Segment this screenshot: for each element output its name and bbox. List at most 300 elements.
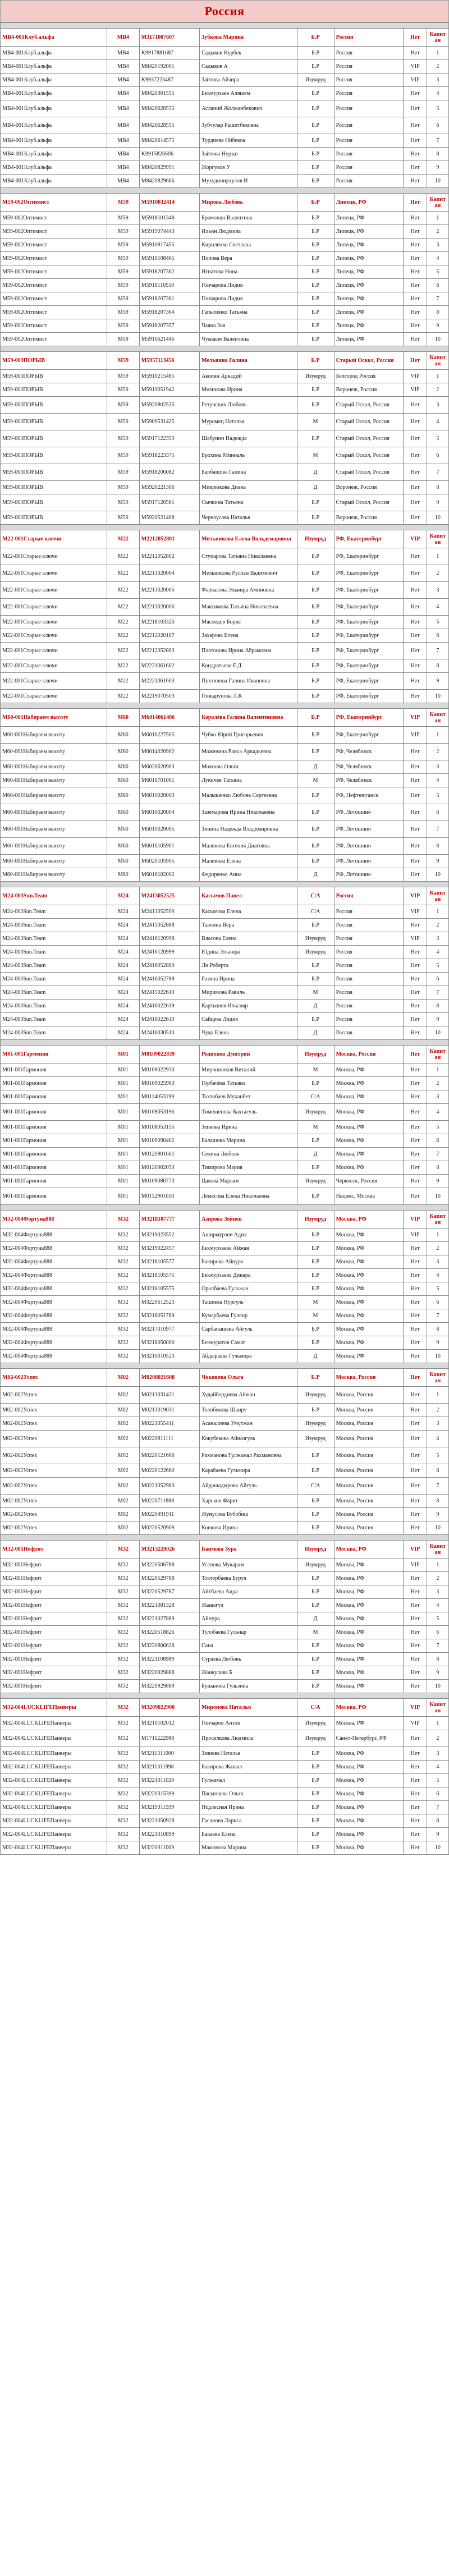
member-name-cell: Мокнова Ольга — [200, 760, 297, 774]
city-cell: РФ, Лотошино — [334, 838, 404, 855]
status-cell: VIP — [404, 1699, 427, 1717]
rank-cell: М — [297, 447, 334, 464]
status-cell: Нет — [404, 1774, 427, 1787]
member-id-cell: M0213019031 — [139, 1404, 199, 1417]
member-name-cell: Балашова Марина — [200, 1134, 297, 1148]
team-captain-row — [1, 29, 449, 47]
rank-cell: Б.Р — [297, 709, 334, 727]
city-cell: РФ, Челябинск — [334, 744, 404, 760]
member-name-cell: Малышенко Любовь Сергеевна — [200, 787, 297, 804]
position-cell: 2 — [427, 919, 448, 932]
team-code-cell: M22 — [107, 629, 139, 643]
member-name-cell: Мельникова Елена Вольдемаровна — [200, 530, 297, 548]
city-cell: РФ, Екатеринбург — [334, 530, 404, 548]
member-name-cell: Королёва Галина Валентиновна — [200, 709, 297, 727]
member-name-cell: Заземарова Ирина Николаевна — [200, 804, 297, 821]
team-code-cell: M22 — [107, 530, 139, 548]
table-row — [1, 946, 449, 959]
rank-cell: Б.Р — [297, 225, 334, 239]
team-separator — [1, 346, 449, 352]
member-id-cell: M2212020107 — [139, 629, 199, 643]
table-row — [1, 1559, 449, 1572]
position-cell: 2 — [427, 1077, 448, 1090]
city-cell: РФ, Екатеринбург — [334, 673, 404, 690]
member-id-cell: M3219311599 — [139, 1801, 199, 1814]
team-name-cell: M60-001Набираем высоту — [1, 838, 107, 855]
status-cell: VIP — [404, 709, 427, 727]
team-separator — [1, 1363, 449, 1369]
status-cell: Нет — [404, 1255, 427, 1269]
member-id-cell: M3220518826 — [139, 1626, 199, 1639]
rank-cell: Б.Р — [297, 548, 334, 565]
member-name-cell: Худайбердиева Айжан — [200, 1387, 297, 1404]
member-name-cell: Тимешенова Бахтагуль — [200, 1104, 297, 1121]
team-name-cell: M22-001Старые ключи — [1, 643, 107, 659]
position-cell: 5 — [427, 616, 448, 629]
position-cell: 10 — [427, 868, 448, 882]
table-row — [1, 212, 449, 225]
member-id-cell: M1711222988 — [139, 1730, 199, 1747]
city-cell: Москва, Россия — [334, 1369, 404, 1387]
roster-table — [0, 22, 449, 1855]
city-cell: Москва, Россия — [334, 1495, 404, 1508]
member-id-cell: M6014020902 — [139, 744, 199, 760]
rank-cell: Изумруд — [297, 946, 334, 959]
table-row — [1, 1626, 449, 1639]
member-name-cell: Зайтова Нурзат — [200, 148, 297, 161]
table-row — [1, 1478, 449, 1495]
city-cell: Москва, РФ — [334, 1747, 404, 1761]
team-code-cell: M02 — [107, 1387, 139, 1404]
team-name-cell: M32-004Фортуна888 — [1, 1269, 107, 1282]
member-name-cell: Власова Елена — [200, 932, 297, 946]
position-cell: 7 — [427, 1148, 448, 1161]
team-name-cell: M32-001Нефрит — [1, 1639, 107, 1653]
member-id-cell: M5918101348 — [139, 212, 199, 225]
rank-cell: М — [297, 1296, 334, 1309]
team-code-cell: M60 — [107, 727, 139, 744]
member-name-cell: Максимова Татьяна Николаевна — [200, 599, 297, 616]
status-cell: Нет — [404, 1730, 427, 1747]
member-id-cell: M3218105575 — [139, 1269, 199, 1282]
member-id-cell: M6014061406 — [139, 709, 199, 727]
team-code-cell: M22 — [107, 565, 139, 582]
position-cell: 5 — [427, 430, 448, 447]
member-id-cell: M6016227505 — [139, 727, 199, 744]
rank-cell: М — [297, 1309, 334, 1323]
team-name-cell: M01-001Гармония — [1, 1134, 107, 1148]
member-name-cell: Жунусова Бубобиш — [200, 1508, 297, 1521]
position-cell: Капитан — [427, 1211, 448, 1229]
table-row — [1, 383, 449, 397]
status-cell: VIP — [404, 932, 427, 946]
city-cell: Липецк, РФ — [334, 279, 404, 292]
status-cell: Нет — [404, 565, 427, 582]
member-id-cell: M2416030510 — [139, 1026, 199, 1040]
team-separator-cell — [1, 1040, 449, 1046]
member-id-cell: M2416120999 — [139, 946, 199, 959]
team-captain-row — [1, 887, 449, 905]
position-cell: 9 — [427, 673, 448, 690]
team-name-cell: M60-001Набираем высоту — [1, 744, 107, 760]
city-cell: Санкт-Петербург, РФ — [334, 1730, 404, 1747]
member-name-cell: Садыков А — [200, 60, 297, 74]
status-cell: Нет — [404, 464, 427, 481]
table-row — [1, 1000, 449, 1013]
team-captain-row — [1, 530, 449, 548]
rank-cell: Б.Р — [297, 1666, 334, 1680]
team-name-cell: M02-002Успех — [1, 1447, 107, 1464]
member-id-cell: M5910215485 — [139, 370, 199, 383]
rank-cell: Б.Р — [297, 1336, 334, 1350]
team-name-cell: M32-004LUCKLIFEПанверы — [1, 1761, 107, 1774]
position-cell: 1 — [427, 727, 448, 744]
team-separator — [1, 703, 449, 709]
team-name-cell: M59-003ПОРЫВ — [1, 414, 107, 430]
position-cell: 10 — [427, 333, 448, 346]
member-id-cell: M0220520909 — [139, 1521, 199, 1535]
city-cell: РФ, Екатеринбург — [334, 599, 404, 616]
position-cell: 10 — [427, 1680, 448, 1693]
status-cell: Нет — [404, 1269, 427, 1282]
team-code-cell: M02 — [107, 1478, 139, 1495]
team-separator — [1, 23, 449, 29]
position-cell: 6 — [427, 447, 448, 464]
team-code-cell: M24 — [107, 932, 139, 946]
table-row — [1, 973, 449, 986]
member-name-cell: Тимирова Мария — [200, 1161, 297, 1175]
status-cell: Нет — [404, 194, 427, 212]
team-name-cell: M32-004LUCKLIFEПанверы — [1, 1801, 107, 1814]
rank-cell: Б.Р — [297, 616, 334, 629]
team-name-cell: M60-001Набираем высоту — [1, 709, 107, 727]
status-cell: Нет — [404, 279, 427, 292]
team-code-cell: M01 — [107, 1104, 139, 1121]
team-name-cell: M02-002Успех — [1, 1478, 107, 1495]
member-id-cell: M3219022457 — [139, 1242, 199, 1255]
city-cell: Липецк, РФ — [334, 212, 404, 225]
table-row — [1, 481, 449, 494]
status-cell: Нет — [404, 1064, 427, 1077]
position-cell: 1 — [427, 1229, 448, 1242]
team-code-cell: M32 — [107, 1296, 139, 1309]
status-cell: VIP — [404, 74, 427, 87]
rank-cell: Б.Р — [297, 100, 334, 117]
team-name-cell: M32-004LUCKLIFEПанверы — [1, 1787, 107, 1801]
status-cell: Нет — [404, 1508, 427, 1521]
member-name-cell: Садыков Нурбек — [200, 47, 297, 60]
city-cell: Липецк, РФ — [334, 252, 404, 265]
table-row — [1, 1064, 449, 1077]
position-cell: 7 — [427, 1639, 448, 1653]
city-cell: Липецк, РФ — [334, 319, 404, 333]
team-code-cell: M59 — [107, 265, 139, 279]
table-row — [1, 690, 449, 703]
table-row — [1, 1269, 449, 1282]
team-code-cell: M59 — [107, 397, 139, 414]
member-name-cell: Картышев Ильсияр — [200, 1000, 297, 1013]
city-cell: Москва, РФ — [334, 1229, 404, 1242]
rank-cell: Б.Р — [297, 1229, 334, 1242]
rank-cell: Б.Р — [297, 319, 334, 333]
status-cell: Нет — [404, 1323, 427, 1336]
city-cell: РФ, Лотошино — [334, 821, 404, 838]
rank-cell: Б.Р — [297, 1774, 334, 1787]
status-cell: Нет — [404, 821, 427, 838]
status-cell: Нет — [404, 29, 427, 47]
team-name-cell: M32-001Нефрит — [1, 1572, 107, 1585]
team-code-cell: M01 — [107, 1134, 139, 1148]
rank-cell: Д — [297, 1612, 334, 1626]
member-id-cell: M3220506788 — [139, 1559, 199, 1572]
team-name-cell: MB4-001Клуб.альфа — [1, 134, 107, 148]
status-cell: Нет — [404, 1296, 427, 1309]
team-captain-row — [1, 1046, 449, 1064]
member-id-cell: M5917120561 — [139, 494, 199, 511]
member-id-cell: M8420628555 — [139, 100, 199, 117]
team-code-cell: M32 — [107, 1612, 139, 1626]
table-row — [1, 252, 449, 265]
team-separator — [1, 882, 449, 887]
city-cell: Москва, РФ — [334, 1296, 404, 1309]
city-cell: Москва, РФ — [334, 1350, 404, 1363]
team-separator-cell — [1, 1693, 449, 1699]
table-row — [1, 673, 449, 690]
status-cell: Нет — [404, 1841, 427, 1855]
rank-cell: Б.Р — [297, 727, 334, 744]
team-code-cell: M32 — [107, 1774, 139, 1787]
member-name-cell: Миронова Наталья — [200, 1699, 297, 1717]
member-id-cell: M3218105575 — [139, 1282, 199, 1296]
rank-cell: Б.Р — [297, 1508, 334, 1521]
table-row — [1, 148, 449, 161]
team-name-cell: M01-001Гармония — [1, 1064, 107, 1077]
status-cell: Нет — [404, 1431, 427, 1447]
rank-cell: Б.Р — [297, 973, 334, 986]
member-name-cell: Зинина Надежда Владимировна — [200, 821, 297, 838]
status-cell: Нет — [404, 690, 427, 703]
status-cell: Нет — [404, 87, 427, 100]
city-cell: Россия — [334, 919, 404, 932]
position-cell: 1 — [427, 548, 448, 565]
position-cell: 8 — [427, 838, 448, 855]
status-cell: Нет — [404, 306, 427, 319]
member-name-cell: Зубчулар Рашитбековна — [200, 117, 297, 134]
position-cell: 7 — [427, 821, 448, 838]
table-row — [1, 430, 449, 447]
team-name-cell: M01-001Гармония — [1, 1121, 107, 1134]
city-cell: РФ, Челябинск — [334, 760, 404, 774]
city-cell: Москва, Россия — [334, 1464, 404, 1478]
table-row — [1, 986, 449, 1000]
position-cell: 2 — [427, 1572, 448, 1585]
status-cell: Нет — [404, 1188, 427, 1205]
rank-cell: Б.Р — [297, 1787, 334, 1801]
member-id-cell: M5910032414 — [139, 194, 199, 212]
position-cell: 5 — [427, 1774, 448, 1787]
position-cell: 5 — [427, 1612, 448, 1626]
team-captain-row — [1, 1369, 449, 1387]
status-cell: Нет — [404, 1077, 427, 1090]
team-code-cell: M01 — [107, 1161, 139, 1175]
team-code-cell: M32 — [107, 1242, 139, 1255]
member-name-cell: Токторбаева Бурул — [200, 1572, 297, 1585]
city-cell: Белгород Россия — [334, 370, 404, 383]
rank-cell: Б.Р — [297, 161, 334, 175]
team-name-cell: M59-002Оптимист — [1, 319, 107, 333]
team-name-cell: M59-003ПОРЫВ — [1, 494, 107, 511]
team-separator-cell — [1, 703, 449, 709]
member-name-cell: Пухтилова Галина Ивановна — [200, 673, 297, 690]
table-row — [1, 1612, 449, 1626]
city-cell: Москва, РФ — [334, 1653, 404, 1666]
rank-cell: Изумруд — [297, 370, 334, 383]
table-row — [1, 447, 449, 464]
city-cell: Россия — [334, 959, 404, 973]
status-cell: Нет — [404, 838, 427, 855]
status-cell: Нет — [404, 868, 427, 882]
member-id-cell: M3218050000 — [139, 1336, 199, 1350]
status-cell: VIP — [404, 60, 427, 74]
team-name-cell: M24-003Sun.Team — [1, 1013, 107, 1026]
position-cell: 2 — [427, 60, 448, 74]
city-cell: РФ, Екатеринбург — [334, 616, 404, 629]
team-captain-row — [1, 1211, 449, 1229]
status-cell: Нет — [404, 986, 427, 1000]
member-id-cell: M5917122359 — [139, 430, 199, 447]
position-cell: 5 — [427, 1447, 448, 1464]
member-id-cell: M0220711888 — [139, 1495, 199, 1508]
member-name-cell: Бекмуратов Самат — [200, 1336, 297, 1350]
city-cell: Россия — [334, 1026, 404, 1040]
member-name-cell: Гулжамал — [200, 1774, 297, 1787]
member-name-cell: Тулобаева Гульнар — [200, 1626, 297, 1639]
member-id-cell: M5910108465 — [139, 252, 199, 265]
table-row — [1, 1121, 449, 1134]
status-cell: Нет — [404, 959, 427, 973]
city-cell: Россия — [334, 932, 404, 946]
member-name-cell: Фарвасова Эльвира Аминовна — [200, 582, 297, 599]
team-code-cell: M59 — [107, 212, 139, 225]
member-id-cell: M8420192001 — [139, 60, 199, 74]
member-id-cell: M3220612523 — [139, 1296, 199, 1309]
team-name-cell: MB4-001Клуб.альфа — [1, 117, 107, 134]
team-name-cell: M22-001Старые ключи — [1, 616, 107, 629]
rank-cell: Изумруд — [297, 1211, 334, 1229]
team-code-cell: M60 — [107, 744, 139, 760]
position-cell: 4 — [427, 87, 448, 100]
member-name-cell: Толобекова Шаиру — [200, 1404, 297, 1417]
position-cell: 2 — [427, 1242, 448, 1255]
city-cell: Москва, РФ — [334, 1717, 404, 1730]
team-name-cell: MB4-001Клуб.альфа — [1, 161, 107, 175]
team-code-cell: MB4 — [107, 134, 139, 148]
status-cell: Нет — [404, 1309, 427, 1323]
team-code-cell: M32 — [107, 1639, 139, 1653]
position-cell: 3 — [427, 239, 448, 252]
team-code-cell: M59 — [107, 511, 139, 525]
team-code-cell: M32 — [107, 1801, 139, 1814]
member-id-cell: M3221081328 — [139, 1599, 199, 1612]
position-cell: 4 — [427, 1104, 448, 1121]
table-row — [1, 629, 449, 643]
member-id-cell: M5910621446 — [139, 333, 199, 346]
team-code-cell: MB4 — [107, 60, 139, 74]
city-cell: Старый Оскол, Россия — [334, 447, 404, 464]
team-code-cell: M32 — [107, 1814, 139, 1828]
member-id-cell: M6016102002 — [139, 868, 199, 882]
team-separator — [1, 1205, 449, 1211]
team-name-cell: MB4-001Клуб.альфа — [1, 87, 107, 100]
rank-cell: Б.Р — [297, 673, 334, 690]
position-cell: 10 — [427, 1188, 448, 1205]
member-id-cell: M2413052525 — [139, 887, 199, 905]
rank-cell: Б.Р — [297, 643, 334, 659]
member-id-cell: M2416120998 — [139, 932, 199, 946]
team-separator-cell — [1, 1205, 449, 1211]
team-code-cell: MB4 — [107, 29, 139, 47]
team-code-cell: M24 — [107, 1026, 139, 1040]
rank-cell: Б.Р — [297, 690, 334, 703]
position-cell: 5 — [427, 787, 448, 804]
city-cell: Москва, РФ — [334, 1774, 404, 1787]
table-row — [1, 868, 449, 882]
status-cell: Нет — [404, 1013, 427, 1026]
table-row — [1, 905, 449, 919]
table-row — [1, 727, 449, 744]
position-cell: 5 — [427, 100, 448, 117]
rank-cell: Б.Р — [297, 194, 334, 212]
position-cell: 7 — [427, 292, 448, 306]
team-name-cell: MB4-001Клуб.альфа — [1, 60, 107, 74]
rank-cell: М — [297, 1121, 334, 1134]
city-cell: Россия — [334, 1013, 404, 1026]
status-cell: Нет — [404, 1161, 427, 1175]
status-cell: Нет — [404, 1572, 427, 1585]
member-id-cell: M8420829991 — [139, 161, 199, 175]
rank-cell: Б.Р — [297, 1828, 334, 1841]
status-cell: Нет — [404, 252, 427, 265]
city-cell: Россия — [334, 117, 404, 134]
position-cell: 8 — [427, 1814, 448, 1828]
rank-cell: Б.Р — [297, 279, 334, 292]
team-name-cell: M59-002Оптимист — [1, 292, 107, 306]
rank-cell: Б.Р — [297, 1599, 334, 1612]
member-name-cell: Захарова Елена — [200, 629, 297, 643]
team-name-cell: M32-001Нефрит — [1, 1559, 107, 1572]
member-name-cell: Лемясова Елена Николаевна — [200, 1188, 297, 1205]
team-name-cell: M59-002Оптимист — [1, 194, 107, 212]
member-name-cell: Зазиева Наталья — [200, 1747, 297, 1761]
member-id-cell: M3210010523 — [139, 1350, 199, 1363]
team-code-cell: M32 — [107, 1730, 139, 1747]
position-cell: 7 — [427, 1478, 448, 1495]
member-name-cell: Ли Роберта — [200, 959, 297, 973]
member-id-cell: M2218103326 — [139, 616, 199, 629]
member-name-cell: Конкова Ирина — [200, 1521, 297, 1535]
city-cell: Воронеж, Россия — [334, 511, 404, 525]
team-name-cell: M59-002Оптимист — [1, 239, 107, 252]
position-cell: 6 — [427, 973, 448, 986]
member-name-cell: Юдина Эльвира — [200, 946, 297, 959]
member-name-cell: Сарбагышева Айгуль — [200, 1323, 297, 1336]
city-cell: Старый Оскол, Россия — [334, 430, 404, 447]
table-row — [1, 511, 449, 525]
city-cell: РФ, Екатеринбург — [334, 727, 404, 744]
rank-cell: Изумруд — [297, 1431, 334, 1447]
team-code-cell: MB4 — [107, 175, 139, 188]
status-cell: Нет — [404, 1521, 427, 1535]
